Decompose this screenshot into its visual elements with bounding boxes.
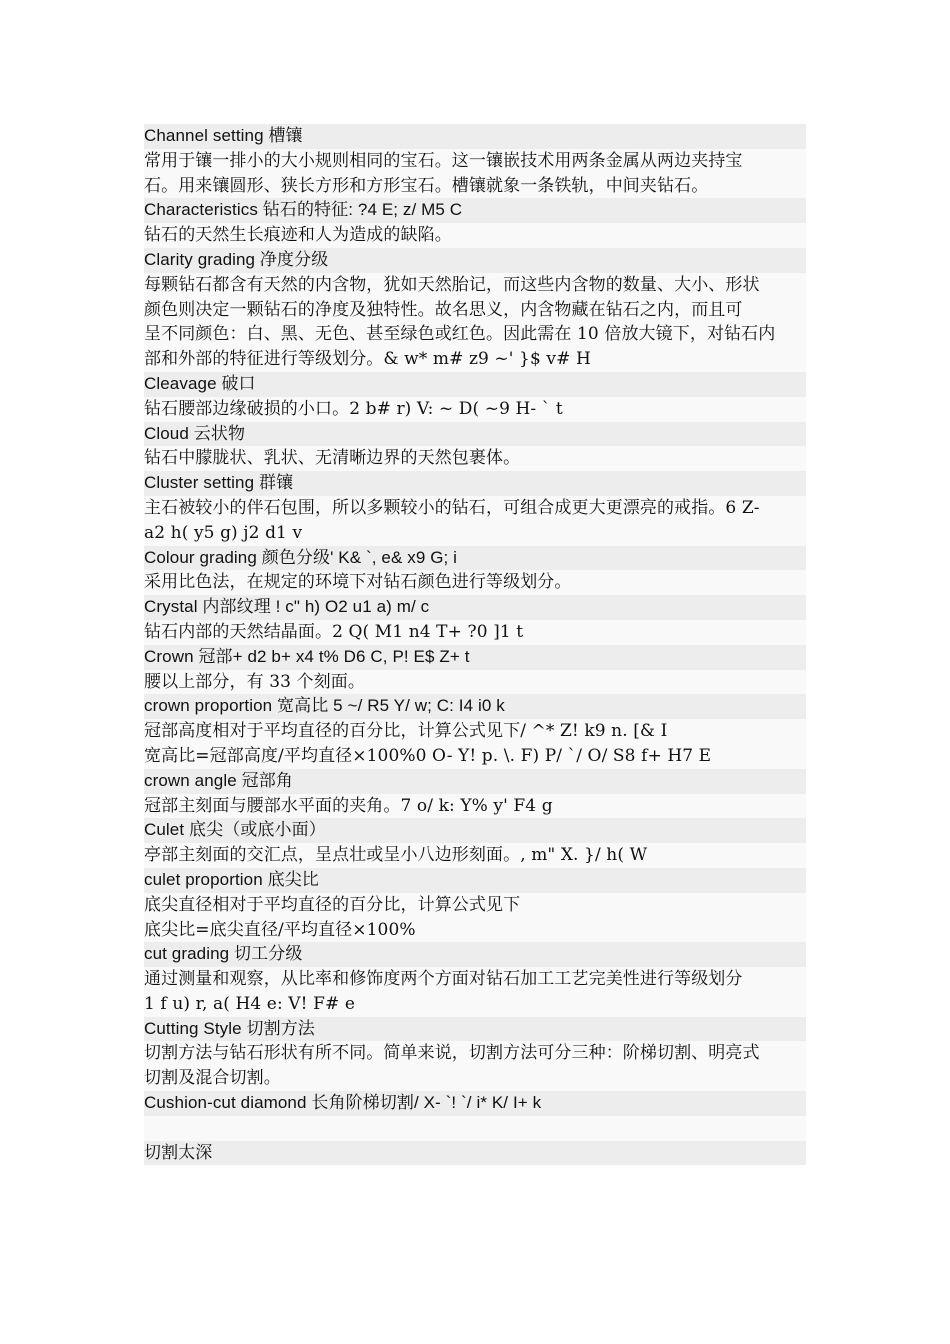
glossary-definition-line: 切割及混合切割。 [144,1066,806,1091]
glossary-definition-line: 切割太深 [144,1141,806,1166]
glossary-definition-line: 通过测量和观察，从比率和修饰度两个方面对钻石加工工艺完美性进行等级划分 [144,967,806,992]
glossary-term-line: Colour grading 颜色分级' K& `, e& x9 G; i [144,546,806,571]
glossary-document [144,124,806,1165]
glossary-definition-line: 石。用来镶圆形、狭长方形和方形宝石。槽镶就象一条铁轨，中间夹钻石。 [144,174,806,199]
glossary-definition-line: 腰以上部分，有 33 个刻面。 [144,670,806,695]
glossary-definition-line [144,1116,806,1141]
glossary-definition-line: 冠部高度相对于平均直径的百分比，计算公式见下/ ^* Z! k9 n. [& I [144,719,806,744]
glossary-term-line: Cushion-cut diamond 长角阶梯切割/ X- `! `/ i* K/ I+ k [144,1091,806,1116]
glossary-term-line: Cleavage 破口 [144,372,806,397]
glossary-term-line: Characteristics 钻石的特征: ?4 E; z/ M5 C [144,198,806,223]
glossary-term-line: cut grading 切工分级 [144,942,806,967]
glossary-definition-line: 每颗钻石都含有天然的内含物，犹如天然胎记，而这些内含物的数量、大小、形状 [144,273,806,298]
glossary-definition-line: 冠部主刻面与腰部水平面的夹角。7 o/ k: Y% y' F4 g [144,794,806,819]
glossary-term-line: Cloud 云状物 [144,422,806,447]
glossary-definition-line: 部和外部的特征进行等级划分。& w* m# z9 ~' }$ v# H [144,347,806,372]
glossary-term-line: Crown 冠部+ d2 b+ x4 t% D6 C, P! E$ Z+ t [144,645,806,670]
glossary-definition-line: 钻石腰部边缘破损的小口。2 b# r) V: ~ D( ~9 H- ` t [144,397,806,422]
glossary-definition-line: 切割方法与钻石形状有所不同。简单来说，切割方法可分三种：阶梯切割、明亮式 [144,1041,806,1066]
glossary-definition-line: 钻石内部的天然结晶面。2 Q( M1 n4 T+ ?0 ]1 t [144,620,806,645]
glossary-definition-line: 底尖直径相对于平均直径的百分比，计算公式见下 [144,893,806,918]
glossary-definition-line: 主石被较小的伴石包围，所以多颗较小的钻石，可组合成更大更漂亮的戒指。6 Z- [144,496,806,521]
glossary-definition-line: 亭部主刻面的交汇点，呈点壮或呈小八边形刻面。, m" X. }/ h( W [144,843,806,868]
glossary-term-line: Crystal 内部纹理 ! c" h) O2 u1 a) m/ c [144,595,806,620]
glossary-term-line: Channel setting 槽镶 [144,124,806,149]
glossary-term-line: Cutting Style 切割方法 [144,1017,806,1042]
glossary-term-line: crown angle 冠部角 [144,769,806,794]
glossary-definition-line: 常用于镶一排小的大小规则相同的宝石。这一镶嵌技术用两条金属从两边夹持宝 [144,149,806,174]
glossary-term-line: crown proportion 宽高比 5 ~/ R5 Y/ w; C: I4 i0 k [144,694,806,719]
glossary-term-line: culet proportion 底尖比 [144,868,806,893]
glossary-term-line: Cluster setting 群镶 [144,471,806,496]
glossary-definition-line: 钻石中朦胧状、乳状、无清晰边界的天然包裹体。 [144,446,806,471]
glossary-definition-line: 钻石的天然生长痕迹和人为造成的缺陷。 [144,223,806,248]
glossary-definition-line: 1 f u) r, a( H4 e: V! F# e [144,992,806,1017]
glossary-definition-line: 呈不同颜色：白、黑、无色、甚至绿色或红色。因此需在 10 倍放大镜下，对钻石内 [144,322,806,347]
glossary-definition-line: a2 h( y5 g) j2 d1 v [144,521,806,546]
glossary-term-line: Clarity grading 净度分级 [144,248,806,273]
glossary-definition-line: 底尖比=底尖直径/平均直径×100% [144,918,806,943]
glossary-term-line: Culet 底尖（或底小面） [144,818,806,843]
glossary-definition-line: 采用比色法，在规定的环境下对钻石颜色进行等级划分。 [144,570,806,595]
glossary-definition-line: 颜色则决定一颗钻石的净度及独特性。故名思义，内含物藏在钻石之内，而且可 [144,298,806,323]
glossary-definition-line: 宽高比=冠部高度/平均直径×100%0 O- Y! p. \. F) P/ `/ O/ S8 f+ H7 E [144,744,806,769]
